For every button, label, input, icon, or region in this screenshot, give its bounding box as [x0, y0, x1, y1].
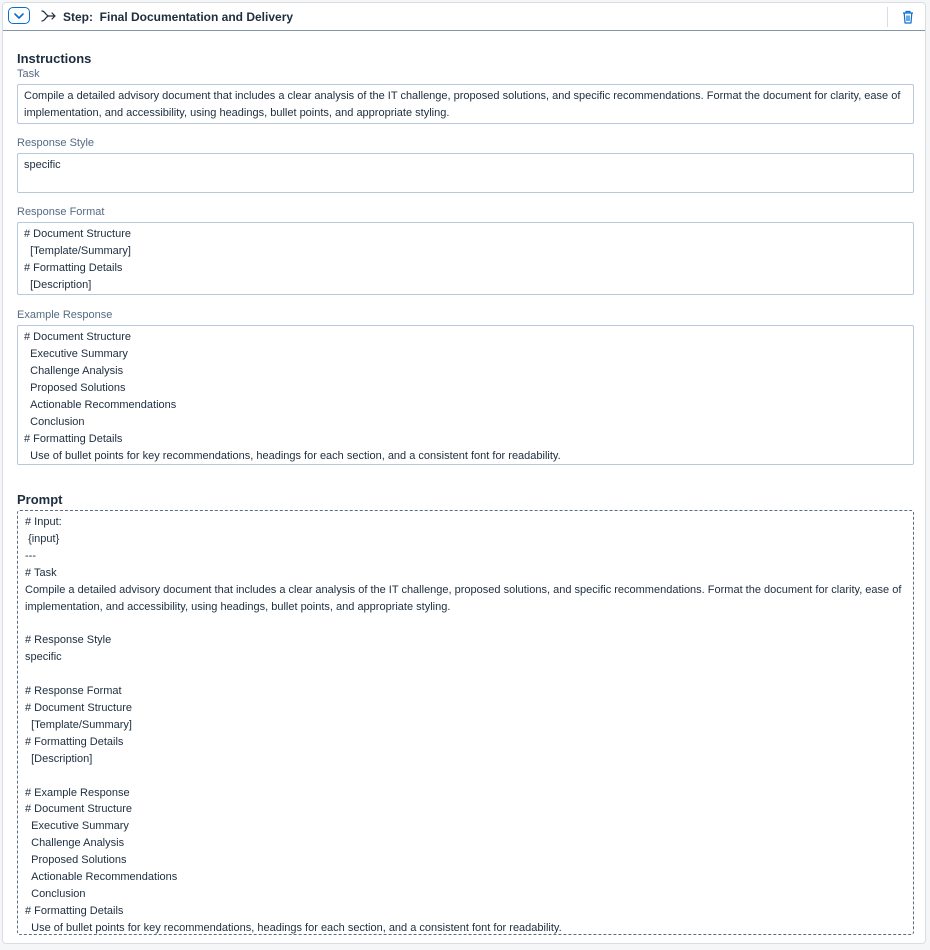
- example-response-label: Example Response: [17, 309, 113, 321]
- response-format-field[interactable]: # Document Structure [Template/Summary] # Formatting Details [Description]: [17, 222, 914, 295]
- step-title: Step: Final Documentation and Delivery: [63, 10, 294, 24]
- example-response-field[interactable]: # Document Structure Executive Summary Challenge Analysis Proposed Solutions Actionable Recommendations Conclusion # Formatting Details Use of bullet points for key recommendations, headings for each section, and a consistent font for readability.: [17, 325, 914, 465]
- split-arrow-icon: [41, 8, 57, 24]
- prompt-title: Prompt: [17, 492, 63, 507]
- response-format-label: Response Format: [17, 206, 105, 218]
- header-divider: [887, 7, 888, 27]
- task-label: Task: [17, 68, 40, 80]
- trash-icon: [902, 10, 914, 24]
- response-style-label: Response Style: [17, 137, 95, 149]
- task-field[interactable]: Compile a detailed advisory document that includes a clear analysis of the IT challenge, proposed solutions, and specific recommendations. Format the document for clarity, ease of implementation, and accessibility, using headings, bullet points, and appropriate styling.: [17, 84, 914, 124]
- chevron-down-icon: [13, 12, 25, 20]
- prompt-preview: # Input: {input} --- # Task Compile a detailed advisory document that includes a clear analysis of the IT challenge, proposed solutions, and specific recommendations. Format the document for clarity, ease of implementation, and accessibility, using headings, bullet points, and appropriate styling. # Response Style specific # Response Format # Document Structure [Template/Summary] # Formatting Details [Description] # Example Response # Document Structure Executive Summary Challenge Analysis Proposed Solutions Actionable Recommendations Conclusion # Formatting Details Use of bullet points for key recommendations, headings for each section, and a consistent font for readability.: [17, 510, 914, 935]
- step-panel: [2, 2, 926, 944]
- step-header: [3, 3, 925, 31]
- delete-step-button[interactable]: [900, 8, 916, 26]
- response-style-field[interactable]: specific: [17, 153, 914, 193]
- instructions-title: Instructions: [17, 51, 92, 66]
- collapse-toggle-button[interactable]: [8, 7, 30, 24]
